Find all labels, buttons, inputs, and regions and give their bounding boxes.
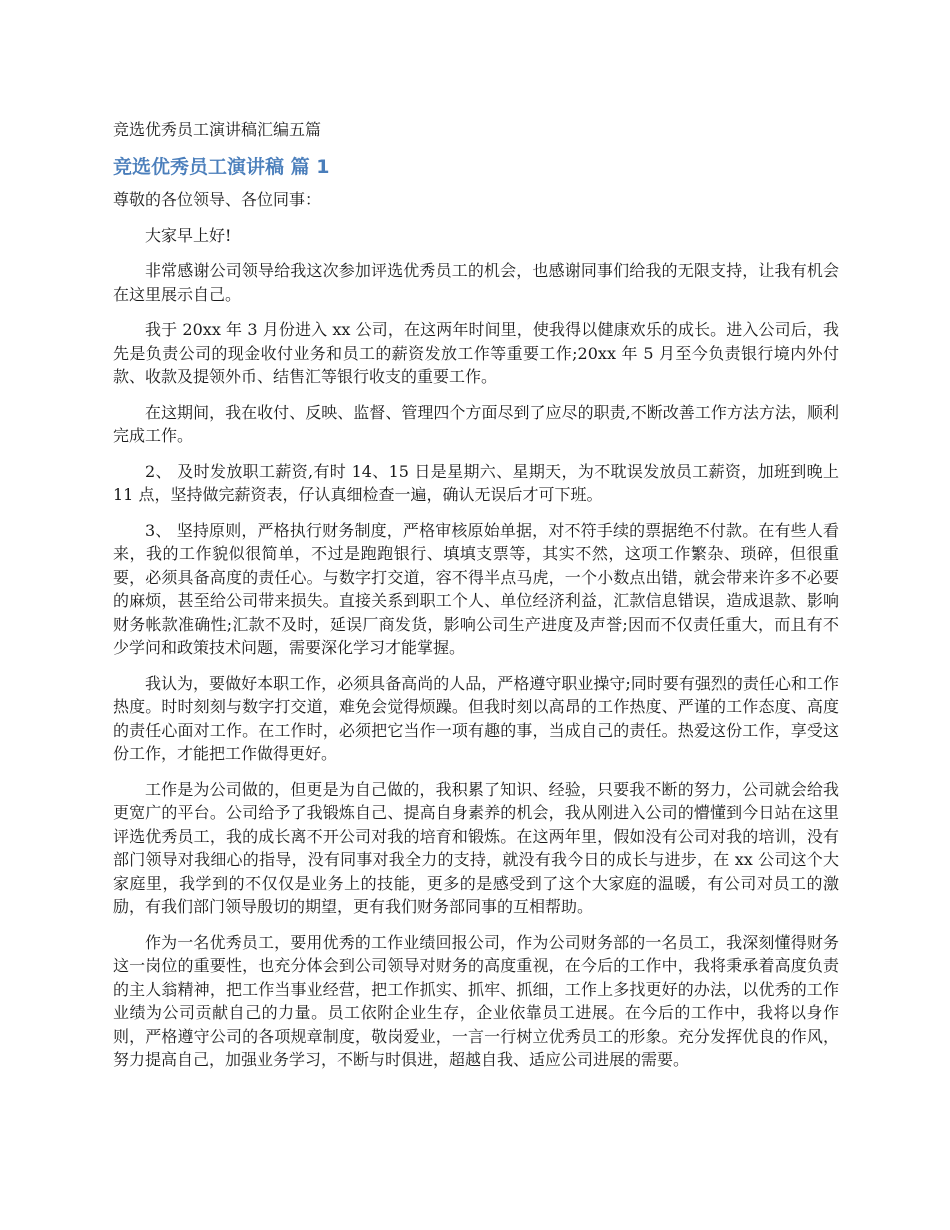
paragraph-commitment: 作为一名优秀员工，要用优秀的工作业绩回报公司，作为公司财务部的一名员工，我深刻懂得财务这一岗位的重要性，也充分体会到公司领导对财务的高度重视，在今后的工作中，我将秉承着高度负责的主人翁精神，把工作当事业经营，把工作抓实、抓牢、抓细，工作上多找更好的办法，以优秀的工作业绩为公司贡献自己的力量。员工依附企业生存，企业依靠员工进展。在今后的工作中，我将以身作则，严格遵守公司的各项规章制度，敬岗爱业，一言一行树立优秀员工的形象。充分发挥优良的作风，努力提高自己，加强业务学习，不断与时俱进，超越自我、适应公司进展的需要。 bbox=[113, 932, 839, 1069]
paragraph-background: 我于 20xx 年 3 月份进入 xx 公司，在这两年时间里，使我得以健康欢乐的成长。进入公司后，我先是负责公司的现金收付业务和员工的薪资发放工作等重要工作;20xx 年 5 月至今负责银行境内外付款、收款及提领外币、结售汇等银行收支的重要工作。 bbox=[113, 320, 839, 386]
salutation: 尊敬的各位领导、各位同事： bbox=[113, 190, 322, 209]
document-page bbox=[113, 118, 839, 1084]
document-title: 竞选优秀员工演讲稿汇编五篇 bbox=[113, 120, 322, 139]
paragraph-duties: 在这期间，我在收付、反映、监督、管理四个方面尽到了应尽的职责,不断改善工作方法方法，顺利完成工作。 bbox=[113, 402, 839, 445]
paragraph-point-3: 3、 坚持原则，严格执行财务制度，严格审核原始单据，对不符手续的票据绝不付款。在有些人看来，我的工作貌似很简单，不过是跑跑银行、填填支票等，其实不然，这项工作繁杂、琐碎，但很重要，必须具备高度的责任心。与数字打交道，容不得半点马虎，一个小数点出错，就会带来许多不必要的麻烦，甚至给公司带来损失。直接关系到职工个人、单位经济利益，汇款信息错误，造成退款、影响财务帐款准确性;汇款不及时，延误厂商发货，影响公司生产进度及声誉;因而不仅责任重大，而且有不少学问和政策技术问题，需要深化学习才能掌握。 bbox=[113, 520, 839, 657]
paragraph-point-2: 2、 及时发放职工薪资,有时 14、15 日是星期六、星期天，为不耽误发放员工薪资，加班到晚上 11 点，坚持做完薪资表，仔认真细检查一遍，确认无误后才可下班。 bbox=[113, 461, 839, 504]
paragraph-thanks: 非常感谢公司领导给我这次参加评选优秀员工的机会，也感谢同事们给我的无限支持，让我有机会在这里展示自己。 bbox=[113, 261, 839, 304]
section-heading: 竞选优秀员工演讲稿 篇 1 bbox=[113, 156, 330, 178]
paragraph-ethics: 我认为，要做好本职工作，必须具备高尚的人品，严格遵守职业操守;同时要有强烈的责任心和工作热度。时时刻刻与数字打交道，难免会觉得烦躁。但我时刻以高昂的工作热度、严谨的工作态度、高度的责任心面对工作。在工作时，必须把它当作一项有趣的事，当成自己的责任。热爱这份工作，享受这份工作，才能把工作做得更好。 bbox=[113, 673, 839, 763]
paragraph-greeting: 大家早上好! bbox=[145, 225, 232, 245]
paragraph-growth: 工作是为公司做的，但更是为自己做的，我积累了知识、经验，只要我不断的努力，公司就会给我更宽广的平台。公司给予了我锻炼自己、提高自身素养的机会，我从刚进入公司的懵懂到今日站在这里评选优秀员工，我的成长离不开公司对我的培育和锻炼。在这两年里，假如没有公司对我的培训，没有部门领导对我细心的指导，没有同事对我全力的支持，就没有我今日的成长与进步，在 xx 公司这个大家庭里，我学到的不仅仅是业务上的技能，更多的是感受到了这个大家庭的温暖，有公司对员工的激励，有我们部门领导殷切的期望，更有我们财务部同事的互相帮助。 bbox=[113, 779, 839, 916]
